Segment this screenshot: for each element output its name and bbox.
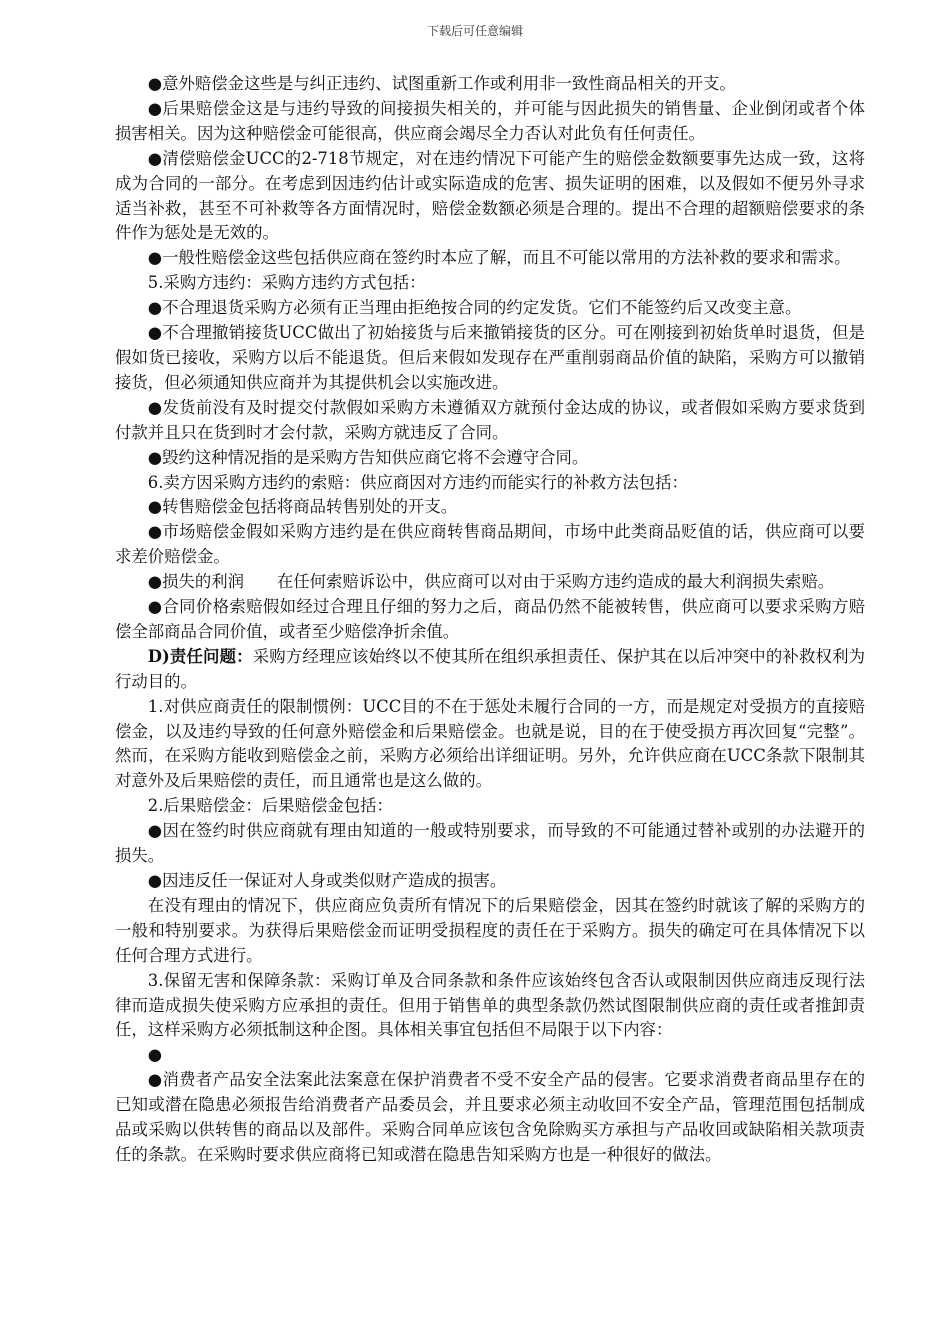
paragraph: 3.保留无害和保障条款：采购订单及合同条款和条件应该始终包含否认或限制因供应商违反现行法律而造成损失使采购方应承担的责任。但用于销售单的典型条款仍然试图限制供应商的责任或者推卸责任，这样采购方必须抵制这种企图。具体相关事宜包括但不局限于以下内容： [115,970,865,1040]
paragraph: ●毁约这种情况指的是采购方告知供应商它将不会遵守合同。 [147,447,589,467]
section-heading-d: D)责任问题： [147,646,253,666]
paragraph: ●意外赔偿金这些是与纠正违约、试图重新工作或利用非一致性商品相关的开支。 [147,74,736,93]
document-body [115,72,865,1168]
paragraph: 1.对供应商责任的限制惯例：UCC目的不在于惩处未履行合同的一方，而是规定对受损方的直接赔偿金，以及违约导致的任何意外赔偿金和后果赔偿金。也就是说，目的在于使受损方再次回复“完整”。然而，在采购方能收到赔偿金之前，采购方必须给出详细证明。另外，允许供应商在UCC条款下限制其对意外及后果赔偿的责任，而且通常也是这么做的。 [115,696,865,791]
paragraph [115,645,865,695]
paragraph: ●清偿赔偿金UCC的2-718节规定，对在违约情况下可能产生的赔偿金数额要事先达成一致，这将成为合同的一部分。在考虑到因违约估计或实际造成的危害、损失证明的困难，以及假如不便另外寻求适当补救，甚至不可补救等各方面情况时，赔偿金数额必须是合理的。提出不合理的超额赔偿要求的条件作为惩处是无效的。 [115,148,865,243]
paragraph: 6.卖方因采购方违约的索赔：供应商因对方违约而能实行的补救方法包括： [147,472,688,492]
page-header: 下载后可任意编辑 [426,24,523,38]
paragraph: 5.采购方违约：采购方违约方式包括： [147,273,426,293]
paragraph: 2.后果赔偿金：后果赔偿金包括： [147,796,393,816]
paragraph: ●发货前没有及时提交付款假如采购方未遵循双方就预付金达成的协议，或者假如采购方要求货到付款并且只在货到时才会付款，采购方就违反了合同。 [115,397,865,442]
paragraph: ●一般性赔偿金这些包括供应商在签约时本应了解，而且不可能以常用的方法补救的要求和需求。 [147,248,851,268]
paragraph: 在没有理由的情况下，供应商应负责所有情况下的后果赔偿金，因其在签约时就该了解的采购方的一般和特别要求。为获得后果赔偿金而证明受损程度的责任在于采购方。损失的确定可在具体情况下以任何合理方式进行。 [115,895,865,965]
paragraph: ●市场赔偿金假如采购方违约是在供应商转售商品期间，市场中此类商品贬值的话，供应商可以要求差价赔偿金。 [115,522,865,567]
paragraph: ●不合理退货采购方必须有正当理由拒绝按合同的约定发货。它们不能签约后又改变主意。 [147,298,802,318]
paragraph: ●消费者产品安全法案此法案意在保护消费者不受不安全产品的侵害。它要求消费者商品里存在的已知或潜在隐患必须报告给消费者产品委员会，并且要求必须主动收回不安全产品，管理范围包括制成品或采购以供转售的商品以及部件。采购合同单应该包含免除购买方承担与产品收回或缺陷相关款项责任的条款。在采购时要求供应商将已知或潜在隐患告知采购方也是一种很好的做法。 [115,1070,865,1164]
paragraph: ●因违反任一保证对人身或类似财产造成的损害。 [147,871,507,890]
paragraph-text: 采购方经理应该始终以不使其所在组织承担责任、保护其在以后冲突中的补救权利为行动目的。 [115,646,866,691]
paragraph: ●损失的利润 在任何索赔诉讼中，供应商可以对由于采购方违约造成的最大利润损失索赔。 [147,572,835,592]
paragraph: ●因在签约时供应商就有理由知道的一般或特别要求，而导致的不可能通过替补或别的办法避开的损失。 [115,821,865,866]
paragraph: ● [147,1045,163,1065]
paragraph: ●转售赔偿金包括将商品转售别处的开支。 [147,497,458,517]
paragraph: ●后果赔偿金这是与违约导致的间接损失相关的，并可能与因此损失的销售量、企业倒闭或者个体损害相关。因为这种赔偿金可能很高，供应商会竭尽全力否认对此负有任何责任。 [115,98,865,143]
paragraph: ●不合理撤销接货UCC做出了初始接货与后来撤销接货的区分。可在刚接到初始货单时退货，但是假如货已接收，采购方以后不能退货。但后来假如发现存在严重削弱商品价值的缺陷，采购方可以撤销接货，但必须通知供应商并为其提供机会以实施改进。 [115,323,865,392]
paragraph: ●合同价格索赔假如经过合理且仔细的努力之后，商品仍然不能被转售，供应商可以要求采购方赔偿全部商品合同价值，或者至少赔偿净折余值。 [115,597,865,641]
